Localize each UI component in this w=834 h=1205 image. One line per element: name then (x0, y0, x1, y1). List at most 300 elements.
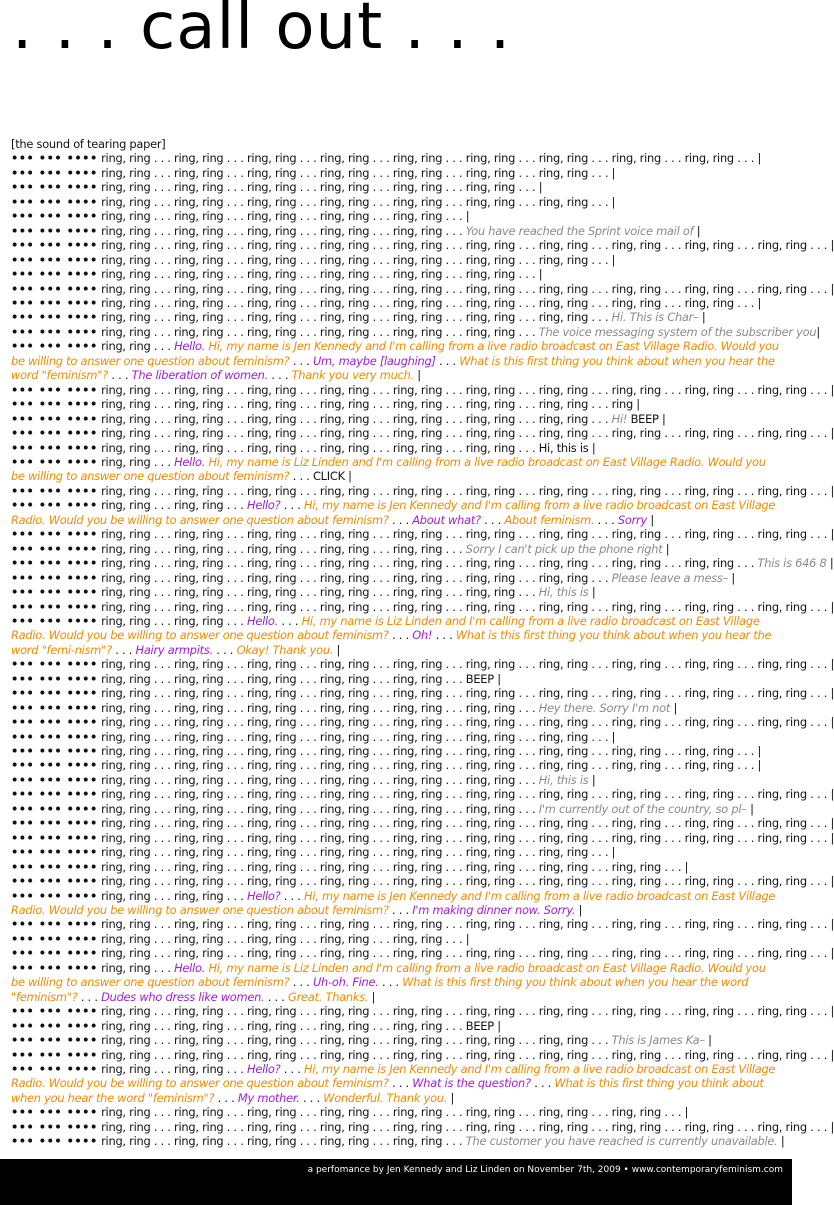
transcript-line (11, 758, 781, 772)
transcript-line (11, 585, 781, 599)
transcript-line (11, 1134, 785, 1149)
respondent-speech: My mother. (237, 1090, 300, 1105)
transcript-line (11, 802, 781, 816)
transcript-line (11, 1019, 781, 1033)
line-text: . . . (442, 223, 466, 238)
ring-sequence: ring, ring . . . ring, ring . . . ring, ring . . . ring, ring . . . ring, ring . . . ring, ring . . . ring, ring (97, 729, 589, 744)
line-text: . . . (515, 772, 539, 787)
dialing-dots: ••• ••• •••• (11, 382, 98, 397)
line-text: . . . (442, 541, 466, 556)
transcript-line (11, 1105, 781, 1119)
line-text: . . . (150, 454, 175, 469)
ring-sequence: ring, ring . . . ring, ring (97, 1062, 224, 1076)
line-end: . . . | (733, 758, 762, 773)
dialing-dots: ••• ••• •••• (11, 194, 98, 209)
line-end: . . . | (806, 787, 834, 802)
line-end: . . . | (733, 744, 762, 759)
line-end: . . . | (733, 295, 762, 310)
ring-sequence: ring, ring . . . ring, ring (97, 498, 224, 513)
line-end: . . . | (806, 238, 834, 253)
transcript-line (11, 180, 781, 194)
dialing-dots: ••• ••• •••• (11, 613, 98, 628)
respondent-speech: Hello. (174, 339, 206, 354)
respondent-speech: Hello. (174, 960, 206, 975)
respondent-speech: The liberation of women. (131, 368, 268, 383)
line-text: . . . (223, 498, 247, 513)
line-text: . . . (214, 1090, 238, 1105)
line-end: . . . | (588, 845, 616, 860)
dialing-dots: ••• ••• •••• (11, 1018, 98, 1033)
transcript-line (11, 614, 781, 657)
line-text: . . . (588, 411, 612, 426)
ring-sequence: ring, ring . . . ring, ring . . . ring, ring . . . ring, ring . . . ring, ring . . . ring, ring . . . ring, ring . . . ring, ring . . . ring, ring (97, 151, 734, 166)
line-text: . . . BEEP | (442, 1018, 501, 1033)
line-text: . . . (733, 556, 758, 571)
dialing-dots: ••• ••• •••• (11, 397, 98, 412)
dialing-dots: ••• ••• •••• (11, 238, 98, 253)
dialing-dots: ••• ••• •••• (11, 454, 98, 469)
dialing-dots: ••• ••• •••• (11, 845, 98, 860)
ring-sequence: ring, ring . . . ring, ring . . . ring, ring . . . ring, ring . . . ring, ring . . . ring, ring . . . ring, ring . . . ring, ring . . . ring, ring . . . ring, ring (97, 281, 807, 296)
transcript-line (11, 773, 781, 787)
ring-sequence: ring, ring . . . ring, ring . . . ring, ring . . . ring, ring . . . ring, ring . . . ring, ring . . . ring, ring . . . ring, ring . . . ring, ring . . . ring, ring (97, 599, 807, 614)
line-text: . . . (278, 613, 302, 628)
line-end: . . . | (733, 151, 762, 166)
respondent-speech: Uh-oh. Fine. (312, 975, 379, 990)
transcript-line (11, 339, 781, 382)
line-end: . . . | (588, 194, 616, 209)
transcript-line (11, 166, 781, 180)
ring-sequence: ring, ring . . . ring, ring . . . ring, ring . . . ring, ring . . . ring, ring . . . ring, ring . . . ring, ring . . . ring, ring (97, 1105, 661, 1120)
line-text: | (704, 1033, 712, 1048)
line-text: . . . (223, 613, 247, 628)
line-end: . . . | (806, 599, 834, 614)
dialing-dots: ••• ••• •••• (11, 541, 98, 556)
voicemail-speech: Please leave a mess– (611, 570, 729, 585)
transcript-line (11, 195, 781, 209)
caller-speech: Hi, my name is Jen Kennedy and I'm calling from a live radio broadcast on East Village Radio. Would you be willing to answer one question about feminism? (11, 339, 779, 368)
transcript-line (11, 1047, 834, 1062)
line-text: | (728, 570, 736, 585)
caller-speech: Hi, my name is Liz Linden and I'm calling from a live radio broadcast on East Village Radio. Would you be willing to answer one question about feminism? (11, 613, 760, 643)
dialing-dots: ••• ••• •••• (11, 267, 98, 282)
transcript-line (11, 455, 781, 484)
line-end: . . . | (806, 483, 834, 498)
footer-credit: a perfomance by Jen Kennedy and Liz Linden on November 7th, 2009 • www.contemporaryfeminism.com (307, 1165, 783, 1175)
ring-sequence: ring, ring . . . ring, ring . . . ring, ring . . . ring, ring . . . ring, ring . . . ring, ring . . . ring, ring . . . ring, ring . . . ring, ring . . . ring, ring (97, 686, 807, 701)
transcript-line (11, 946, 834, 961)
dialing-dots: ••• ••• •••• (11, 859, 98, 874)
ring-sequence: ring, ring . . . ring, ring . . . ring, ring . . . ring, ring . . . ring, ring . . . ring, ring . . . ring, ring (97, 165, 589, 180)
dialing-dots: ••• ••• •••• (11, 1047, 98, 1062)
dialing-dots: ••• ••• •••• (11, 1033, 98, 1048)
voicemail-speech: This is James Ka– (611, 1033, 705, 1048)
line-end: . . . | (806, 382, 834, 397)
caller-speech: What is this first thing you think about when you hear the word "femi-nism"? (11, 628, 772, 657)
ring-sequence: ring, ring . . . ring, ring . . . ring, ring . . . ring, ring . . . ring, ring . . . ring, ring . . . ring, ring (97, 252, 589, 267)
transcript-line (11, 715, 834, 730)
respondent-speech: Sorry (617, 512, 647, 527)
call-transcript (11, 137, 834, 1149)
line-text: . . . (588, 570, 612, 585)
line-text: . . . (480, 512, 505, 527)
line-text: . . . (515, 324, 539, 339)
page-title: . . . call out . . . (12, 0, 512, 64)
line-text: . . . (280, 498, 305, 513)
line-end: . . . | (806, 281, 834, 296)
ring-sequence: ring, ring . . . ring, ring . . . ring, ring . . . ring, ring . . . ring, ring . . . ring, ring . . . ring, ring . . . ring, ring . . . ring, ring . . . ring, ring (97, 830, 807, 845)
transcript-line (11, 281, 834, 296)
ring-sequence: ring, ring (97, 960, 151, 975)
transcript-line (11, 1119, 834, 1134)
voicemail-speech: Hi. This is Char– (611, 310, 699, 325)
transcript-line (11, 542, 781, 556)
ring-sequence: ring, ring . . . ring, ring . . . ring, ring . . . ring, ring . . . ring, ring . . . ring, ring . . . ring, ring . . . ring, ring (97, 859, 661, 874)
respondent-speech: Um, maybe [laughing] (312, 353, 436, 368)
voicemail-speech: The customer you have reached is currently unavailable. (465, 1134, 778, 1149)
dialing-dots: ••• ••• •••• (11, 960, 98, 975)
dialing-dots: ••• ••• •••• (11, 599, 98, 614)
ring-sequence: ring, ring . . . ring, ring . . . ring, ring . . . ring, ring . . . ring, ring (97, 671, 443, 686)
line-text: | (333, 642, 341, 657)
line-text: . . . (378, 975, 403, 990)
ring-sequence: ring, ring . . . ring, ring . . . ring, ring . . . ring, ring . . . ring, ring . . . ring, ring . . . ring, ring . . . ring, ring . . . ring, ring . . . ring, ring (97, 816, 807, 831)
line-text: . . . (442, 1134, 466, 1149)
ring-sequence: ring, ring . . . ring, ring . . . ring, ring . . . ring, ring . . . ring, ring . . . ring, ring (97, 324, 516, 339)
voicemail-speech: Sorry I can't pick up the phone right (465, 541, 663, 556)
caller-speech: Hi, my name is Jen Kennedy and I'm calling from a live radio broadcast on East Village Radio. Would you be willing to answer one question about feminism? (11, 888, 776, 918)
line-text: . . . (267, 368, 292, 383)
caller-speech: About feminism. (504, 512, 595, 527)
transcript-line (11, 917, 834, 932)
transcript-line (11, 874, 834, 889)
ring-sequence: ring, ring . . . ring, ring . . . ring, ring . . . ring, ring . . . ring, ring (97, 1134, 443, 1149)
line-text: | (447, 1090, 455, 1105)
caller-speech: Wonderful. Thank you. (323, 1090, 448, 1105)
transcript-line (11, 787, 834, 802)
caller-speech: What is this first thing you think about when you hear the word "feminism"? (11, 1076, 764, 1105)
line-text: . . . ring | (588, 397, 640, 412)
line-text: . . . (515, 801, 539, 816)
dialing-dots: ••• ••• •••• (11, 686, 98, 701)
dialing-dots: ••• ••• •••• (11, 1004, 98, 1019)
transcript-line (11, 310, 781, 324)
ring-sequence: ring, ring . . . ring, ring . . . ring, ring . . . ring, ring . . . ring, ring . . . ring, ring . . . ring, ring . . . ring, ring . . . ring, ring (97, 758, 734, 773)
line-text: . . . CLICK | (289, 469, 352, 484)
line-text: . . . (588, 1033, 612, 1048)
caller-speech: Hi, my name is Liz Linden and I'm calling from a live radio broadcast on East Village Radio. Would you be willing to answer one question about feminism? (11, 960, 766, 990)
transcript-line (11, 816, 834, 831)
voicemail-speech: The voice messaging system of the subscriber you (538, 324, 817, 339)
line-text: . . . (594, 512, 618, 527)
dialing-dots: ••• ••• •••• (11, 281, 98, 296)
line-end: . . . | (588, 165, 616, 180)
ring-sequence: ring, ring . . . ring, ring . . . ring, ring . . . ring, ring . . . ring, ring . . . ring, ring . . . ring, ring . . . ring, ring . . . ring, ring . . . ring, ring (97, 787, 807, 802)
dialing-dots: ••• ••• •••• (11, 671, 98, 686)
ring-sequence: ring, ring . . . ring, ring . . . ring, ring . . . ring, ring . . . ring, ring . . . ring, ring . . . ring, ring (97, 845, 589, 860)
transcript-line (11, 209, 781, 223)
dialing-dots: ••• ••• •••• (11, 946, 98, 961)
ring-sequence: ring, ring . . . ring, ring . . . ring, ring . . . ring, ring . . . ring, ring . . . ring, ring . . . ring, ring . . . ring, ring . . . ring, ring . . . ring, ring (97, 874, 807, 889)
dialing-dots: ••• ••• •••• (11, 209, 98, 224)
transcript-line (11, 527, 834, 542)
voicemail-speech: Hey there. Sorry I'm not (538, 700, 671, 715)
dialing-dots: ••• ••• •••• (11, 801, 98, 816)
ring-sequence: ring, ring . . . ring, ring . . . ring, ring . . . ring, ring . . . ring, ring (97, 223, 443, 238)
respondent-speech: Hairy armpits. (135, 642, 213, 657)
ring-sequence: ring, ring . . . ring, ring . . . ring, ring . . . ring, ring . . . ring, ring (97, 1018, 443, 1033)
line-end: . . . | (442, 931, 470, 946)
voicemail-speech: I'm currently out of the country, so pl– (538, 801, 747, 816)
dialing-dots: ••• ••• •••• (11, 440, 98, 455)
line-end: . . . | (806, 686, 834, 701)
transcript-line (11, 224, 781, 238)
ring-sequence: ring, ring . . . ring, ring . . . ring, ring . . . ring, ring . . . ring, ring . . . ring, ring . . . ring, ring . . . ring, ring . . . ring, ring . . . ring, ring (97, 527, 807, 542)
transcript-line (11, 571, 781, 585)
ring-sequence: ring, ring . . . ring, ring . . . ring, ring . . . ring, ring . . . ring, ring (97, 209, 443, 224)
respondent-speech: Dudes who dress like women. (101, 989, 265, 1004)
line-text: . . . (289, 353, 313, 368)
ring-sequence: ring, ring . . . ring, ring . . . ring, ring . . . ring, ring . . . ring, ring . . . ring, ring . . . ring, ring . . . ring, ring . . . ring, ring . . . ring, ring (97, 426, 807, 441)
line-end: . . . | (806, 816, 834, 831)
line-text: | (693, 223, 701, 238)
dialing-dots: ••• ••• •••• (11, 888, 98, 903)
line-text: | (588, 585, 596, 600)
line-text: . . . (280, 888, 305, 903)
dialing-dots: ••• ••• •••• (11, 411, 98, 426)
ring-sequence: ring, ring . . . ring, ring . . . ring, ring . . . ring, ring . . . ring, ring . . . ring, ring . . . ring, ring . . . ring, ring . . . ring, ring . . . ring, ring (97, 1047, 807, 1062)
caller-speech: Okay! Thank you. (236, 642, 334, 657)
ring-sequence: ring, ring . . . ring, ring . . . ring, ring . . . ring, ring . . . ring, ring . . . ring, ring (97, 801, 516, 816)
line-end: . . . | (806, 527, 834, 542)
ring-sequence: ring, ring . . . ring, ring . . . ring, ring . . . ring, ring . . . ring, ring . . . ring, ring (97, 772, 516, 787)
line-end: . . . | (660, 1105, 689, 1120)
ring-sequence: ring, ring . . . ring, ring . . . ring, ring . . . ring, ring . . . ring, ring . . . ring, ring (97, 180, 516, 195)
line-text: | (698, 310, 706, 325)
voicemail-speech: You have reached the Sprint voice mail of (465, 223, 694, 238)
line-text: . . . (515, 585, 539, 600)
line-text: . . . (435, 353, 460, 368)
ring-sequence: ring, ring . . . ring, ring . . . ring, ring . . . ring, ring . . . ring, ring . . . ring, ring (97, 700, 516, 715)
transcript-line (11, 1004, 834, 1019)
ring-sequence: ring, ring . . . ring, ring (97, 613, 224, 628)
caller-speech: What is this first thing you think about when you hear the word "feminism"? (11, 353, 775, 383)
dialing-dots: ••• ••• •••• (11, 816, 98, 831)
line-end: . . . | (806, 1047, 834, 1062)
ring-sequence: ring, ring . . . ring, ring . . . ring, ring . . . ring, ring . . . ring, ring (97, 541, 443, 556)
dialing-dots: ••• ••• •••• (11, 700, 98, 715)
transcript-line (11, 701, 781, 715)
line-text: . . . (432, 628, 456, 643)
line-text: | (646, 512, 654, 527)
dialing-dots: ••• ••• •••• (11, 729, 98, 744)
line-text: . . . BEEP | (442, 671, 501, 686)
line-text: . . . (388, 903, 413, 918)
line-text: . . . (388, 628, 413, 643)
respondent-speech: Hello? (247, 1062, 281, 1076)
line-text: . . . (223, 1062, 247, 1076)
dialing-dots: ••• ••• •••• (11, 151, 98, 166)
transcript-line (11, 151, 781, 165)
line-end: . . . | (806, 715, 834, 730)
transcript-line (11, 686, 834, 701)
transcript-lines (11, 151, 834, 1149)
ring-sequence: ring, ring . . . ring, ring . . . ring, ring . . . ring, ring . . . ring, ring . . . ring, ring (97, 440, 516, 455)
transcript-line (11, 382, 834, 397)
ring-sequence: ring, ring (97, 339, 151, 354)
voicemail-speech: This is 646 8 (757, 556, 827, 571)
dialing-dots: ••• ••• •••• (11, 252, 98, 267)
dialing-dots: ••• ••• •••• (11, 1062, 98, 1076)
line-end: . . . | (806, 830, 834, 845)
ring-sequence: ring, ring . . . ring, ring . . . ring, ring . . . ring, ring . . . ring, ring . . . ring, ring . . . ring, ring (97, 411, 589, 426)
voicemail-speech: Hi, this is (538, 772, 589, 787)
line-text: . . . (588, 310, 612, 325)
line-text: . . . (280, 1062, 305, 1076)
transcript-line (11, 599, 834, 614)
dialing-dots: ••• ••• •••• (11, 483, 98, 498)
transcript-line (11, 556, 834, 571)
ring-sequence: ring, ring . . . ring, ring . . . ring, ring . . . ring, ring . . . ring, ring . . . ring, ring . . . ring, ring . . . ring, ring . . . ring, ring . . . ring, ring (97, 238, 807, 253)
line-end: . . . | (806, 657, 834, 672)
transcript-line (11, 830, 834, 845)
respondent-speech: Hello? (247, 498, 281, 513)
respondent-speech: What is the question? (412, 1076, 531, 1091)
ring-sequence: ring, ring (97, 454, 151, 469)
line-end: . . . | (588, 729, 616, 744)
ring-sequence: ring, ring . . . ring, ring . . . ring, ring . . . ring, ring . . . ring, ring . . . ring, ring (97, 267, 516, 282)
caller-speech: Great. Thanks. (288, 989, 369, 1004)
ring-sequence: ring, ring . . . ring, ring . . . ring, ring . . . ring, ring . . . ring, ring . . . ring, ring . . . ring, ring . . . ring, ring . . . ring, ring (97, 295, 734, 310)
line-text: . . . (530, 1076, 555, 1091)
dialing-dots: ••• ••• •••• (11, 715, 98, 730)
respondent-speech: About what? (412, 512, 481, 527)
dialing-dots: ••• ••• •••• (11, 426, 98, 441)
dialing-dots: ••• ••• •••• (11, 498, 98, 513)
ring-sequence: ring, ring . . . ring, ring . . . ring, ring . . . ring, ring . . . ring, ring . . . ring, ring . . . ring, ring . . . ring, ring . . . ring, ring (97, 556, 734, 571)
line-end: . . . | (806, 1119, 834, 1134)
ring-sequence: ring, ring . . . ring, ring . . . ring, ring . . . ring, ring . . . ring, ring . . . ring, ring . . . ring, ring (97, 397, 589, 412)
transcript-line (11, 426, 834, 441)
respondent-speech: Oh! (412, 628, 433, 643)
dialing-dots: ••• ••• •••• (11, 744, 98, 759)
line-end: . . . | (806, 426, 834, 441)
dialing-dots: ••• ••• •••• (11, 556, 98, 571)
dialing-dots: ••• ••• •••• (11, 830, 98, 845)
dialing-dots: ••• ••• •••• (11, 1105, 98, 1120)
transcript-line (11, 961, 781, 1004)
line-text: | (746, 801, 754, 816)
dialing-dots: ••• ••• •••• (11, 339, 98, 354)
transcript-line (11, 1062, 781, 1105)
dialing-dots: ••• ••• •••• (11, 310, 98, 325)
transcript-line (11, 253, 781, 267)
ring-sequence: ring, ring . . . ring, ring . . . ring, ring . . . ring, ring . . . ring, ring (97, 931, 443, 946)
line-text: . . . (108, 368, 132, 383)
transcript-line (11, 441, 781, 455)
transcript-line (11, 1033, 781, 1047)
line-text: | (368, 989, 376, 1004)
line-text: | (662, 541, 670, 556)
transcript-line (11, 744, 781, 758)
dialing-dots: ••• ••• •••• (11, 1134, 98, 1149)
line-text: | (575, 903, 583, 918)
ring-sequence: ring, ring . . . ring, ring . . . ring, ring . . . ring, ring . . . ring, ring . . . ring, ring . . . ring, ring (97, 310, 589, 325)
respondent-speech: Hello? (247, 888, 281, 903)
ring-sequence: ring, ring . . . ring, ring . . . ring, ring . . . ring, ring . . . ring, ring . . . ring, ring . . . ring, ring . . . ring, ring . . . ring, ring . . . ring, ring (97, 657, 807, 672)
line-end: . . . | (806, 946, 834, 961)
ring-sequence: ring, ring . . . ring, ring (97, 888, 224, 903)
line-text: . . . (299, 1090, 324, 1105)
transcript-line (11, 397, 781, 411)
ring-sequence: ring, ring . . . ring, ring . . . ring, ring . . . ring, ring . . . ring, ring . . . ring, ring . . . ring, ring (97, 1033, 589, 1048)
transcript-line (11, 657, 834, 672)
line-text: | (777, 1134, 785, 1149)
transcript-line (11, 412, 781, 426)
line-text: | (588, 772, 596, 787)
caller-speech: Thank you very much. (291, 368, 414, 383)
ring-sequence: ring, ring . . . ring, ring . . . ring, ring . . . ring, ring . . . ring, ring . . . ring, ring . . . ring, ring . . . ring, ring . . . ring, ring . . . ring, ring (97, 715, 807, 730)
transcript-line (11, 845, 781, 859)
caller-speech: Hi, my name is Jen Kennedy and I'm calling from a live radio broadcast on East Village Radio. Would you be willing to answer one question about feminism? (11, 1062, 776, 1091)
line-end: . . . | (588, 252, 616, 267)
intro-line: [the sound of tearing paper] (11, 137, 166, 151)
ring-sequence: ring, ring . . . ring, ring . . . ring, ring . . . ring, ring . . . ring, ring . . . ring, ring . . . ring, ring (97, 570, 589, 585)
dialing-dots: ••• ••• •••• (11, 917, 98, 932)
line-text: . . . (289, 975, 313, 990)
transcript-line (11, 889, 781, 918)
ring-sequence: ring, ring . . . ring, ring . . . ring, ring . . . ring, ring . . . ring, ring . . . ring, ring . . . ring, ring (97, 194, 589, 209)
ring-sequence: ring, ring . . . ring, ring . . . ring, ring . . . ring, ring . . . ring, ring . . . ring, ring (97, 585, 516, 600)
dialing-dots: ••• ••• •••• (11, 874, 98, 889)
ring-sequence: ring, ring . . . ring, ring . . . ring, ring . . . ring, ring . . . ring, ring . . . ring, ring . . . ring, ring . . . ring, ring . . . ring, ring . . . ring, ring (97, 1004, 807, 1019)
caller-speech: What is this first thing you think about when you hear the word "feminism"? (11, 975, 749, 1004)
dialing-dots: ••• ••• •••• (11, 165, 98, 180)
dialing-dots: ••• ••• •••• (11, 772, 98, 787)
line-end: . . . | (806, 874, 834, 889)
dialing-dots: ••• ••• •••• (11, 657, 98, 672)
line-text: . . . (515, 700, 539, 715)
transcript-line (11, 672, 781, 686)
transcript-line (11, 238, 834, 253)
ring-sequence: ring, ring . . . ring, ring . . . ring, ring . . . ring, ring . . . ring, ring . . . ring, ring . . . ring, ring . . . ring, ring . . . ring, ring . . . ring, ring (97, 382, 807, 397)
transcript-line (11, 498, 781, 527)
voicemail-speech: Hi! (611, 411, 628, 426)
ring-sequence: ring, ring . . . ring, ring . . . ring, ring . . . ring, ring . . . ring, ring . . . ring, ring . . . ring, ring . . . ring, ring . . . ring, ring . . . ring, ring (97, 483, 807, 498)
line-text: . . . (223, 888, 247, 903)
line-end: . . . | (806, 917, 834, 932)
voicemail-speech: Hi, this is (538, 585, 589, 600)
line-text: . . . (111, 642, 136, 657)
dialing-dots: ••• ••• •••• (11, 324, 98, 339)
transcript-line (11, 860, 781, 874)
line-text: | (826, 556, 834, 571)
caller-speech: Hi, my name is Liz Linden and I'm calling from a live radio broadcast on East Village Radio. Would you be willing to answer one question about feminism? (11, 454, 766, 484)
line-text: | (413, 368, 421, 383)
line-text: . . . (264, 989, 289, 1004)
dialing-dots: ••• ••• •••• (11, 570, 98, 585)
line-end: . . . | (660, 859, 689, 874)
transcript-line (11, 296, 781, 310)
ring-sequence: ring, ring . . . ring, ring . . . ring, ring . . . ring, ring . . . ring, ring . . . ring, ring . . . ring, ring . . . ring, ring . . . ring, ring (97, 744, 734, 759)
respondent-speech: Hello. (247, 613, 278, 628)
line-end: . . . | (515, 267, 543, 282)
line-text: . . . Hi, this is | (515, 440, 596, 455)
dialing-dots: ••• ••• •••• (11, 223, 98, 238)
line-text: . . . (388, 1076, 413, 1091)
transcript-line (11, 267, 781, 281)
respondent-speech: I'm making dinner now. Sorry. (412, 903, 576, 918)
